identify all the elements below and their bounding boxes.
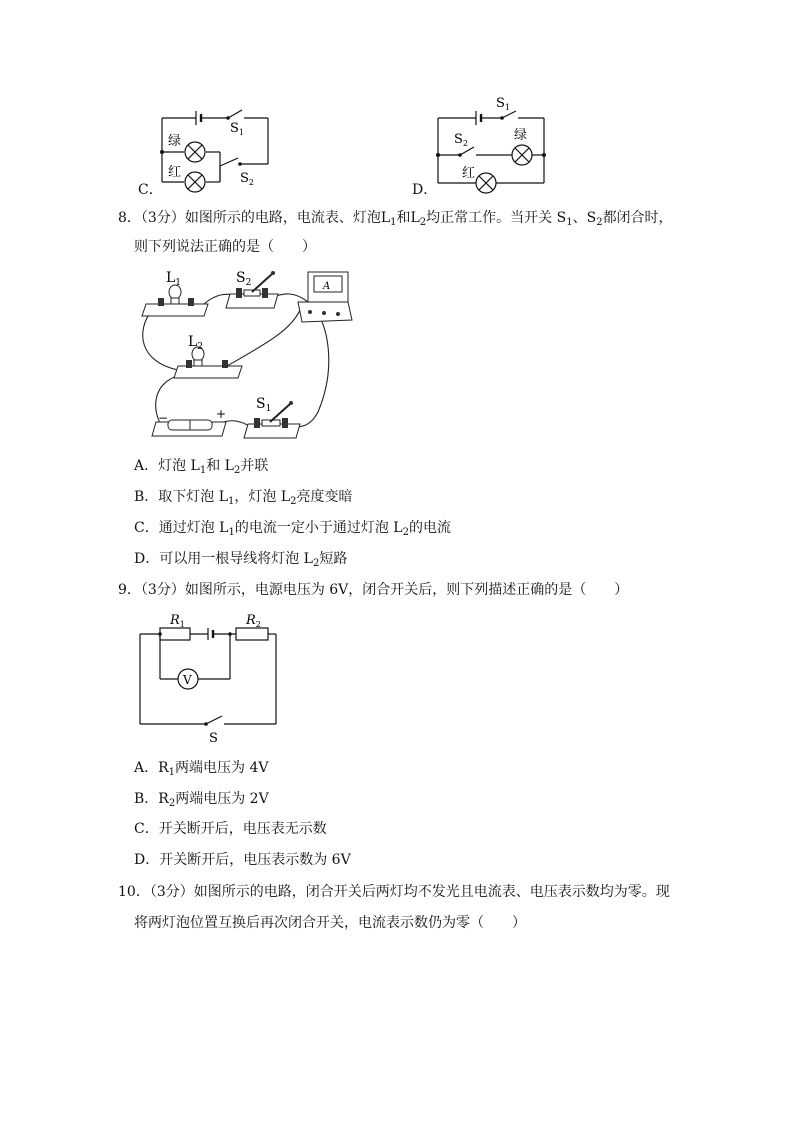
q9-stem: 9．（3分）如图所示，电源电压为 6V，闭合开关后，则下列描述正确的是（ ） bbox=[118, 582, 629, 598]
q7-option-d-circuit bbox=[428, 95, 558, 195]
q7c-red-label: 红 bbox=[168, 165, 182, 180]
svg-text:S2: $S_2$ bbox=[240, 171, 254, 187]
q9-option-c: C．开关断开后，电压表无示数 bbox=[134, 821, 327, 837]
q8-option-c: C．通过灯泡 $L_1$的电流一定小于通过灯泡 $L_2$的电流 bbox=[134, 520, 451, 538]
q7-option-c-letter: C． bbox=[138, 182, 163, 198]
q9-option-a: A．$R_1$两端电压为 4V bbox=[134, 760, 269, 778]
svg-text:S1: $S_1$ bbox=[256, 396, 272, 414]
q8-ammeter bbox=[298, 272, 352, 322]
q9-circuit-figure bbox=[130, 606, 290, 746]
q8-option-b: B．取下灯泡 $L_1$，灯泡 $L_2$亮度变暗 bbox=[134, 489, 353, 507]
q8-option-d: D．可以用一根导线将灯泡 $L_2$短路 bbox=[134, 551, 348, 569]
q9-option-b: B．$R_2$两端电压为 2V bbox=[134, 791, 269, 809]
q7d-red-lamp bbox=[476, 173, 496, 193]
svg-text:R2: $R_2$ bbox=[246, 613, 261, 629]
svg-text:S: S bbox=[209, 731, 218, 746]
q8-switch-s1 bbox=[244, 401, 300, 438]
svg-text:L1: $L_1$ bbox=[166, 270, 182, 288]
q7d-green-label: 绿 bbox=[514, 128, 528, 143]
q8-lamp-l2 bbox=[174, 347, 242, 378]
svg-text:R1: $R_1$ bbox=[170, 613, 185, 629]
svg-text:A: A bbox=[323, 281, 331, 292]
q7c-green-label: 绿 bbox=[168, 134, 182, 149]
q9-option-d: D．开关断开后，电压表示数为 6V bbox=[134, 852, 351, 868]
q8-circuit-figure bbox=[130, 262, 370, 447]
q7d-green-lamp bbox=[512, 145, 532, 165]
q8-stem-line1: 8．（3分）如图所示的电路，电流表、灯泡$L_1$和$L_2$均正常工作。当开关 $S_1$、$S_2$都闭合时， bbox=[118, 210, 673, 228]
svg-text:V: V bbox=[183, 673, 192, 687]
svg-text:S1: $S_1$ bbox=[496, 96, 510, 112]
q8-option-a: A．灯泡 $L_1$和 $L_2$并联 bbox=[134, 458, 269, 476]
q7-option-d-letter: D． bbox=[412, 182, 438, 198]
q10-stem-line1: 10．（3分）如图所示的电路，闭合开关后两灯均不发光且电流表、电压表示数均为零。现 bbox=[118, 884, 670, 900]
svg-text:L2: $L_2$ bbox=[188, 334, 204, 352]
svg-text:+: + bbox=[216, 407, 227, 421]
svg-text:S2: $S_2$ bbox=[454, 132, 468, 148]
q8-lamp-l1 bbox=[142, 285, 208, 316]
q10-stem-line2: 将两灯泡位置互换后再次闭合开关，电流表示数仍为零（ ） bbox=[134, 915, 526, 931]
svg-text:−: − bbox=[158, 411, 169, 425]
q7c-red-lamp bbox=[185, 172, 205, 192]
svg-text:S1: $S_1$ bbox=[230, 121, 244, 137]
q8-switch-s2 bbox=[226, 271, 278, 308]
svg-text:S2: $S_2$ bbox=[236, 270, 252, 288]
q8-stem-line2: 则下列说法正确的是（ ） bbox=[134, 239, 316, 255]
q7-option-c-circuit bbox=[150, 100, 280, 195]
q7d-red-label: 红 bbox=[462, 166, 476, 181]
q7c-green-lamp bbox=[185, 142, 205, 162]
